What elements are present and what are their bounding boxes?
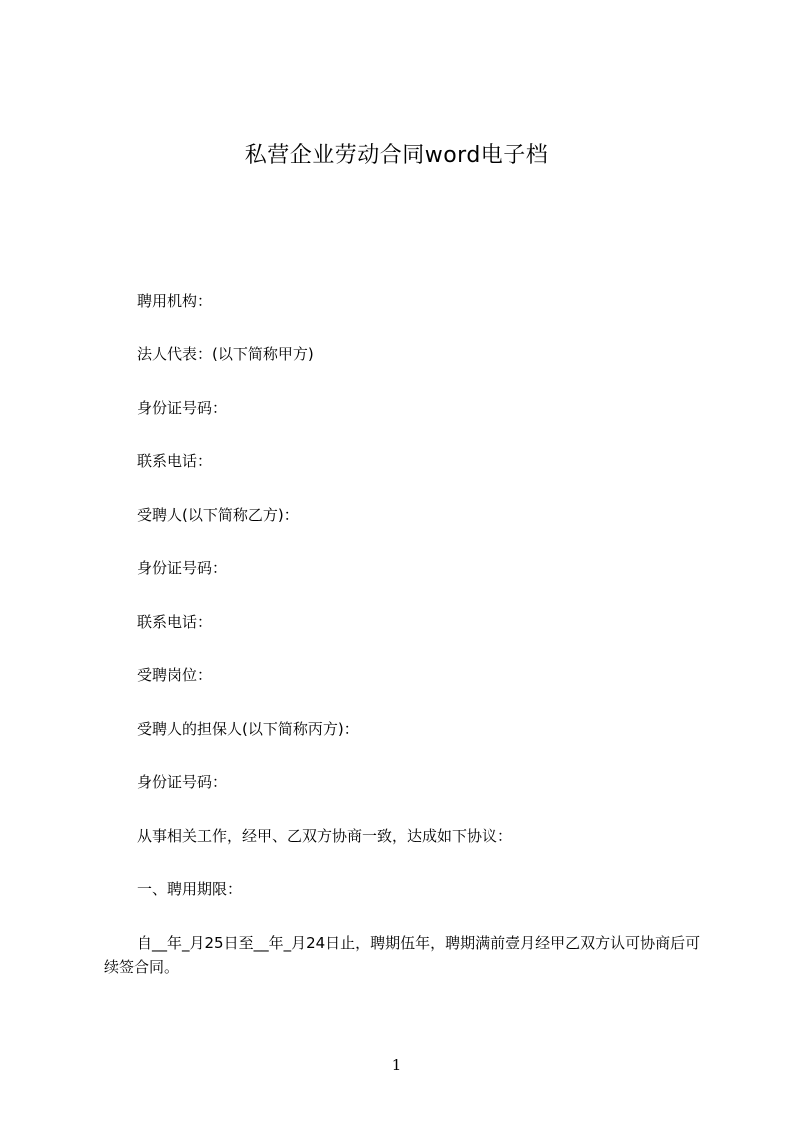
field-legal-representative: 法人代表：(以下简称甲方) — [137, 345, 314, 363]
term-paragraph: 自__年_月25日至__年_月24日止，聘期伍年，聘期满前壹月经甲乙双方认可协商后可续签合同。 — [104, 934, 701, 976]
field-guarantor: 受聘人的担保人(以下简称丙方)： — [137, 720, 359, 738]
agreement-intro: 从事相关工作，经甲、乙双方协商一致，达成如下协议： — [137, 827, 513, 845]
field-party-a-id-number: 身份证号码： — [137, 399, 228, 417]
field-position: 受聘岗位： — [137, 666, 213, 684]
field-party-a-phone: 联系电话： — [137, 452, 213, 470]
document-title: 私营企业劳动合同word电子档 — [244, 143, 549, 168]
section-heading-term: 一、聘用期限： — [137, 880, 243, 898]
field-party-b-id-number: 身份证号码： — [137, 559, 228, 577]
field-party-b-phone: 联系电话： — [137, 613, 213, 631]
field-party-c-id-number: 身份证号码： — [137, 773, 228, 791]
field-hiring-organization: 聘用机构： — [137, 292, 213, 310]
page-number: 1 — [391, 1056, 402, 1074]
field-employee: 受聘人(以下简称乙方)： — [137, 506, 299, 524]
